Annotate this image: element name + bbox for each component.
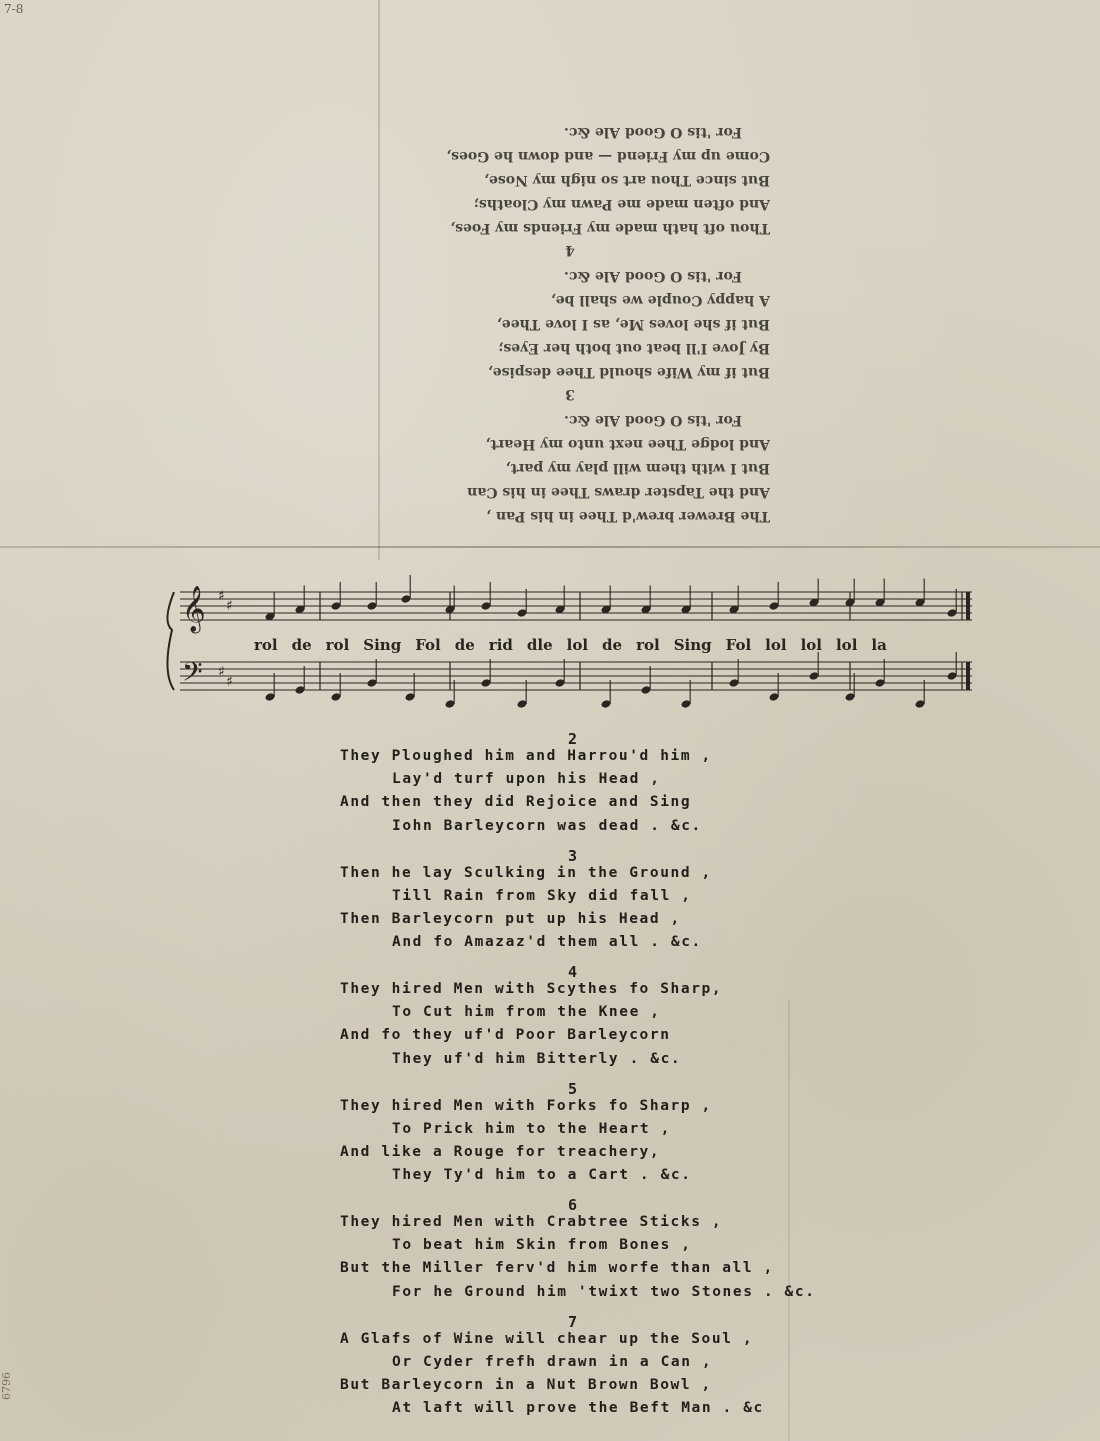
verse-line: And fo they uf'd Poor Barleycorn <box>340 1027 671 1044</box>
bleed-line: But if she loves Me, as I love Thee, <box>496 316 770 332</box>
vertical-fold-crease-lower <box>788 1000 790 1441</box>
bleed-line: A happy Couple we shall be, <box>550 292 770 308</box>
verse-line: And like a Rouge for treachery, <box>340 1143 661 1160</box>
verse-line: But Barleycorn in a Nut Brown Bowl , <box>340 1376 712 1393</box>
lyric-syllable: lol <box>835 636 858 654</box>
lyric-syllable: Sing <box>673 636 712 654</box>
verse-number: 6 <box>568 1196 578 1214</box>
verse-line: Till Rain from Sky did fall , <box>392 887 692 904</box>
verse-line: To beat him Skin from Bones , <box>392 1237 692 1254</box>
bleed-stanza <box>370 120 770 258</box>
verse-number: 2 <box>568 730 578 748</box>
sharp-icon: ♯ <box>226 598 233 614</box>
verse-number: 5 <box>568 1079 578 1098</box>
lyric-syllable: Sing <box>363 636 402 654</box>
lyric-syllable: Fol <box>415 636 441 654</box>
bleed-line: And the Tapster draws Thee in his Can <box>467 484 770 500</box>
verse-number: 7 <box>568 1312 578 1331</box>
lyric-syllable: rid <box>488 636 513 654</box>
bleed-line: Come up my Friend — and down he Goes, <box>446 148 770 164</box>
lyric-syllable: de <box>602 636 623 654</box>
verse-number: 3 <box>568 846 578 865</box>
final-bar-thick <box>966 662 970 690</box>
verse-line: A Glafs of Wine will chear up the Soul , <box>340 1330 754 1347</box>
bleed-stanza-number: 4 <box>565 242 575 258</box>
lyric-syllable: lol <box>765 636 787 654</box>
final-bar-thick <box>966 592 970 620</box>
bleed-stanza <box>370 408 770 528</box>
lyric-syllable: de <box>291 636 312 654</box>
verse-line: Or Cyder frefh drawn in a Can , <box>392 1353 713 1370</box>
verse-line: They Ty'd him to a Cart . &c. <box>392 1167 692 1184</box>
verse-line: And then they did Rejoice and Sing <box>340 794 692 811</box>
verse-number: 4 <box>568 963 578 981</box>
bleed-line: And often made me Pawn my Cloaths; <box>473 196 770 212</box>
bleed-line: By Jove I'll beat out both her Eyes; <box>498 340 770 356</box>
horizontal-fold-crease <box>0 546 1100 548</box>
verse-line: But the Miller ferv'd him worfe than all , <box>340 1260 774 1277</box>
verse-line: Then he lay Sculking in the Ground , <box>340 864 712 881</box>
verse-line: To Prick him to the Heart , <box>392 1120 671 1137</box>
bass-clef-icon: 𝄢 <box>182 656 203 694</box>
bleed-through-text <box>370 114 770 528</box>
verse-line: Iohn Barleycorn was dead . &c. <box>392 817 702 834</box>
song-lyrics-under-staff <box>254 636 994 654</box>
lyric-syllable: lol <box>566 636 589 654</box>
verse-line: They hired Men with Forks fo Sharp , <box>340 1097 712 1114</box>
bleed-line: For 'tis O Good Ale &c. <box>564 412 742 428</box>
verse-line: They uf'd him Bitterly . &c. <box>392 1050 682 1067</box>
side-pencil-note: 6796 <box>0 1372 13 1400</box>
lyric-syllable: la <box>871 636 887 654</box>
lyric-syllable: rol <box>254 636 278 654</box>
lyric-syllable: rol <box>636 636 660 654</box>
verse-line: For he Ground him 'twixt two Stones . &c. <box>392 1283 816 1300</box>
verse-line: To Cut him from the Knee , <box>392 1004 661 1021</box>
bleed-line: But I with them will play my part, <box>505 460 770 476</box>
treble-clef-icon: 𝄞 <box>182 586 206 632</box>
verse-line: They hired Men with Crabtree Sticks , <box>340 1214 723 1230</box>
sharp-icon: ♯ <box>218 664 225 680</box>
bleed-line: The Brewer brew'd Thee in his Pan , <box>486 508 770 524</box>
lyric-syllable: lol <box>800 636 822 654</box>
bleed-stanza-number: 3 <box>565 386 575 402</box>
bleed-line: But since Thou art so nigh my Nose, <box>484 172 770 188</box>
verse-line: Lay'd turf upon his Head , <box>392 771 661 788</box>
brace <box>167 592 174 690</box>
verse-line: Then Barleycorn put up his Head , <box>340 910 681 927</box>
bleed-line: And lodge Thee next unto my Heart, <box>485 436 770 452</box>
bleed-stanza <box>370 264 770 402</box>
bleed-line: Thou oft hath made my Friends my Foes, <box>450 220 770 236</box>
bleed-line: But if my Wife should Thee despise, <box>487 364 770 380</box>
lyric-syllable: dle <box>526 636 553 654</box>
sharp-icon: ♯ <box>226 674 233 690</box>
verse-line: And fo Amazaz'd them all . &c. <box>392 934 702 951</box>
bleed-line: For 'tis O Good Ale &c. <box>564 268 742 284</box>
verse-line: They Ploughed him and Harrou'd him , <box>340 748 712 764</box>
sharp-icon: ♯ <box>218 588 225 604</box>
lyric-syllable: rol <box>325 636 350 654</box>
bleed-line: For 'tis O Good Ale &c. <box>564 124 742 140</box>
verse-line: At laft will prove the Beft Man . &c <box>392 1400 764 1417</box>
lyric-syllable: Fol <box>725 636 752 654</box>
lyric-syllable: de <box>454 636 475 654</box>
corner-pencil-note: 7-8 <box>4 2 24 16</box>
verse-line: They hired Men with Scythes fo Sharp, <box>340 981 723 997</box>
